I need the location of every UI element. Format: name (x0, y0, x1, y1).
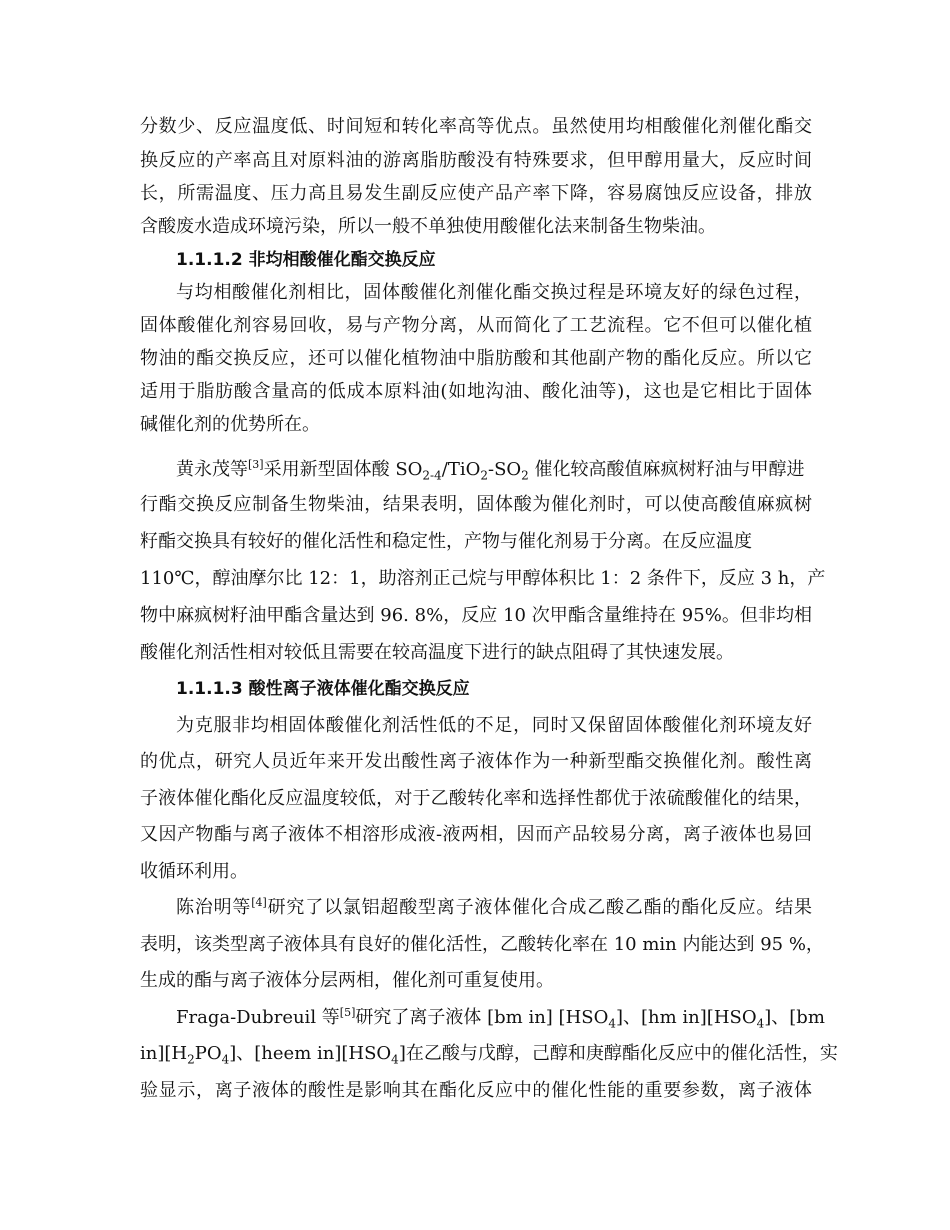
text-span: Fraga-Dubreuil 等 (176, 1007, 340, 1028)
citation-ref[interactable]: [3] (248, 458, 264, 471)
body-text-line: 表明，该类型离子液体具有良好的催化活性，乙酸转化率在 10 min 内能达到 95 %， (140, 934, 824, 955)
body-text-line: 物中麻疯树籽油甲酯含量达到 96. 8%，反应 10 次甲酯含量维持在 95%。但非均相 (140, 605, 812, 626)
text-span: 采用新型固体酸 (263, 459, 396, 480)
subscript: 4 (221, 1052, 230, 1067)
section-heading: 1.1.1.3 酸性离子液体催化酯交换反应 (176, 679, 470, 699)
body-text-line: 子液体催化酯化反应温度较低，对于乙酸转化率和选择性都优于浓硫酸催化的结果， (140, 788, 812, 809)
body-text-line: 换反应的产率高且对原料油的游离脂肪酸没有特殊要求，但甲醇用量大，反应时间 (140, 150, 812, 171)
body-text-line: 长，所需温度、压力高且易发生副反应使产品产率下降，容易腐蚀反应设备，排放 (140, 183, 812, 204)
text-span: 研究了以氯铝超酸型离子液体催化合成乙酸乙酯的酯化反应。结果 (266, 897, 812, 918)
body-text-line (176, 457, 812, 483)
body-text-line: 分数少、反应温度低、时间短和转化率高等优点。虽然使用均相酸催化剂催化酯交 (140, 116, 812, 137)
citation-ref[interactable]: [4] (251, 896, 267, 909)
body-text-line: 固体酸催化剂容易回收，易与产物分离，从而简化了工艺流程。它不但可以催化植 (140, 315, 812, 336)
subscript: 2 (521, 468, 529, 483)
body-text-line: 适用于脂肪酸含量高的低成本原料油(如地沟油、酸化油等)，这也是它相比于固体 (140, 381, 812, 402)
body-text-line: 为克服非均相固体酸催化剂活性低的不足，同时又保留固体酸催化剂环境友好 (176, 715, 812, 736)
citation-ref[interactable]: [5] (339, 1006, 356, 1019)
body-text-line (140, 1041, 838, 1067)
body-text-line (176, 1005, 825, 1031)
formula-text: /TiO (441, 459, 481, 480)
section-heading: 1.1.1.2 非均相酸催化酯交换反应 (176, 250, 436, 270)
formula-text: SO (395, 459, 423, 480)
text-span: ]、[hm in][HSO (616, 1007, 757, 1028)
body-text-line: 碱催化剂的优势所在。 (140, 414, 320, 435)
subscript: 4 (756, 1016, 765, 1031)
text-span: ]、[bm (764, 1007, 825, 1028)
body-text-line: 又因产物酯与离子液体不相溶形成液-液两相，因而产品较易分离，离子液体也易回 (140, 824, 812, 845)
text-span: in][H (140, 1043, 188, 1064)
body-text-line: 物油的酯交换反应，还可以催化植物油中脂肪酸和其他副产物的酯化反应。所以它 (140, 348, 812, 369)
text-span: ]在乙酸与戊醇，己醇和庚醇酯化反应中的催化活性，实 (398, 1043, 838, 1064)
subscript: 2-4 (422, 468, 442, 483)
subscript: 4 (391, 1052, 399, 1067)
text-span: PO (194, 1043, 222, 1064)
body-text-line: 与均相酸催化剂相比，固体酸催化剂催化酯交换过程是环境友好的绿色过程， (176, 282, 812, 303)
text-span: ]、[heem in][HSO (229, 1043, 392, 1064)
body-text-line: 的优点，研究人员近年来开发出酸性离子液体作为一种新型酯交换催化剂。酸性离 (140, 751, 812, 772)
body-text-line: 验显示，离子液体的酸性是影响其在酯化反应中的催化性能的重要参数，离子液体 (140, 1080, 812, 1101)
body-text-line (176, 895, 812, 921)
body-text-line: 酸催化剂活性相对较低且需要在较高温度下进行的缺点阻碍了其快速发展。 (140, 642, 734, 663)
body-text-line: 行酯交换反应制备生物柴油，结果表明，固体酸为催化剂时，可以使高酸值麻疯树 (140, 494, 812, 515)
body-text-line: 110℃，醇油摩尔比 12：1，助溶剂正己烷与甲醇体积比 1：2 条件下，反应 3 h，产 (140, 568, 826, 589)
text-span: 研究了离子液体 [bm in] [HSO (355, 1007, 609, 1028)
formula-text: -SO (487, 459, 522, 480)
text-span: 黄永茂等 (176, 459, 248, 480)
subscript: 4 (608, 1016, 616, 1031)
body-text-line: 含酸废水造成环境污染，所以一般不单独使用酸催化法来制备生物柴油。 (140, 216, 716, 237)
body-text-line: 生成的酯与离子液体分层两相，催化剂可重复使用。 (140, 970, 554, 991)
body-text-line: 籽酯交换具有较好的催化活性和稳定性，产物与催化剂易于分离。在反应温度 (140, 531, 752, 552)
text-span: 催化较高酸值麻疯树籽油与甲醇进 (528, 459, 805, 480)
subscript: 2 (480, 468, 488, 483)
body-text-line: 收循环利用。 (140, 861, 248, 882)
text-span: 陈治明等 (176, 897, 252, 918)
subscript: 2 (187, 1052, 195, 1067)
